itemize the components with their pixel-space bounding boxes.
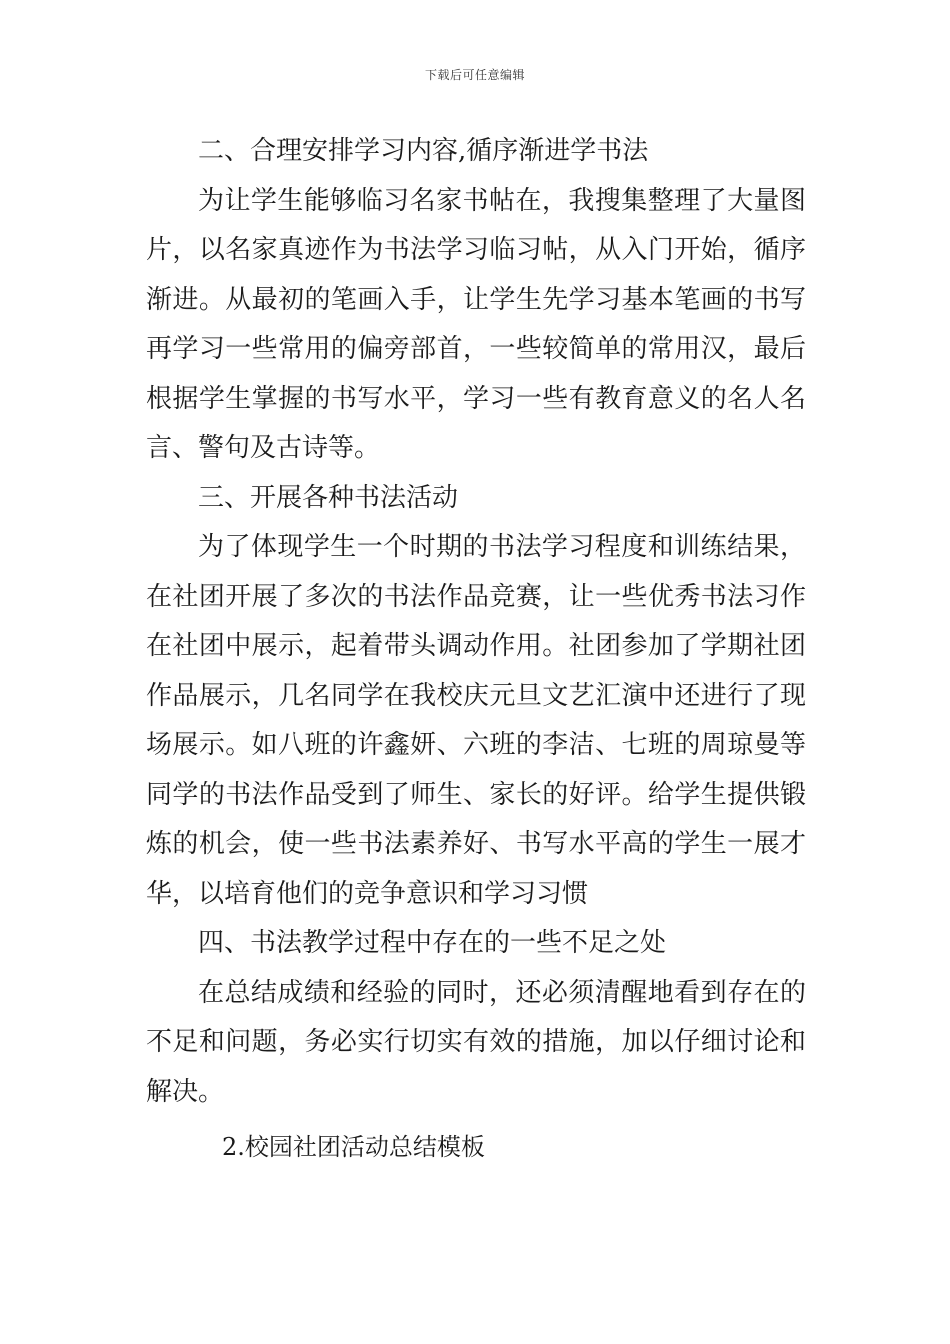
section-paragraph-4: 在总结成绩和经验的同时，还必须清醒地看到存在的不足和问题，务必实行切实有效的措施，加以仔细讨论和解决。 <box>146 977 806 1107</box>
next-section-title: 2.校园社团活动总结模板 <box>222 1133 485 1161</box>
page-header-note: 下载后可任意编辑 <box>424 68 525 82</box>
section-heading-2: 二、合理安排学习内容,循序渐进学书法 <box>198 136 649 166</box>
section-paragraph-2: 为让学生能够临习名家书帖在，我搜集整理了大量图片，以名家真迹作为书法学习临习帖，从入门开始，循序渐进。从最初的笔画入手，让学生先学习基本笔画的书写再学习一些常用的偏旁部首，一些较简单的常用汉，最后根据学生掌握的书写水平，学习一些有教育意义的名人名言、警句及古诗等。 <box>146 185 806 463</box>
section-heading-4: 四、书法教学过程中存在的一些不足之处 <box>198 928 667 958</box>
section-heading-3: 三、开展各种书法活动 <box>198 482 459 513</box>
document-body <box>146 127 806 1173</box>
section-paragraph-3: 为了体现学生一个时期的书法学习程度和训练结果，在社团开展了多次的书法作品竞赛，让一些优秀书法习作在社团中展示，起着带头调动作用。社团参加了学期社团作品展示，几名同学在我校庆元旦文艺汇演中还进行了现场展示。如八班的许鑫妍、六班的李洁、七班的周琼曼等同学的书法作品受到了师生、家长的好评。给学生提供锻炼的机会，使一些书法素养好、书写水平高的学生一展才华，以培育他们的竞争意识和学习习惯 <box>146 532 806 909</box>
